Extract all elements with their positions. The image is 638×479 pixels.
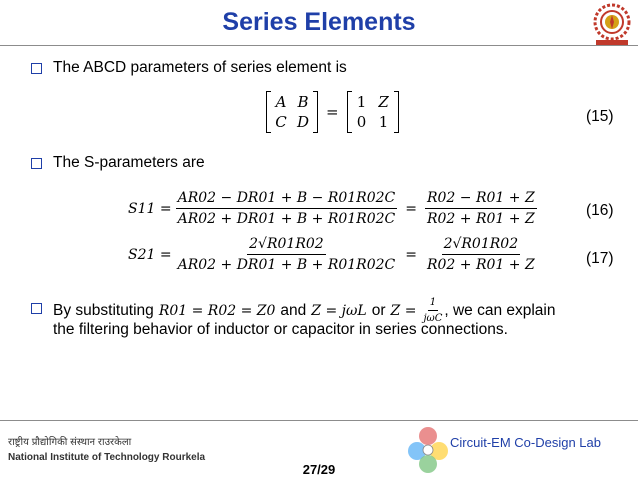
bullet-abcd-text: The ABCD parameters of series element is [53,59,347,76]
matrix-entry: C [275,113,287,131]
footer-divider [0,420,638,421]
equals-sign: = [405,246,417,263]
lab-name: Circuit-EM Co-Design Lab [450,435,601,450]
inline-fraction [421,297,444,324]
equals-sign: = [326,103,339,121]
s11-equation [128,190,537,227]
text-span: and [280,301,307,319]
page-title: Series Elements [222,8,416,36]
equation-number: (15) [586,108,614,125]
institute-name-hindi: राष्ट्रीय प्रौद्योगिकी संस्थान राउरकेला [8,437,132,448]
equation-number: (16) [586,202,614,219]
matrix-entry: A [275,93,287,111]
equation-number: (17) [586,250,614,267]
fraction-denominator: AR02 + DR01 + B + R01R02C [177,257,396,273]
fraction-denominator: AR02 + DR01 + B + R01R02C [177,211,396,227]
bullet-substitution-line-2: the filtering behavior of inductor or capacitor in series connections. [53,321,508,338]
matrix-entry: Z [378,93,389,111]
matrix-entry: 0 [356,113,367,131]
s21-label: S21 = [128,246,172,263]
fraction-denominator: jωC [423,313,443,324]
text-span: , we can explain [444,301,556,319]
abcd-matrix-equation [266,93,399,131]
fraction-numerator: 2√R01R02 [247,236,326,255]
equals-sign: = [405,200,417,217]
fraction-denominator: R02 + R01 + Z [426,211,535,227]
bullet-marker [31,63,42,74]
page-number: 27/29 [302,462,336,477]
matrix-entry: 1 [356,93,367,111]
bullet-substitution-line-1 [53,297,556,324]
matrix-entry: D [296,113,310,131]
text-span: By substituting [53,301,154,319]
s21-fraction-1 [176,236,398,273]
fraction-numerator: 2√R01R02 [442,236,521,255]
fraction-numerator: 1 [428,297,438,311]
fraction-numerator: R02 − R01 + Z [425,190,537,209]
title-divider [0,45,638,46]
math-inline: Z = [390,302,417,319]
matrix-entry: B [297,93,309,111]
s11-fraction-1 [176,190,398,227]
series-element-matrix [347,93,399,131]
bullet-marker [31,158,42,169]
matrix-entry: 1 [378,113,389,131]
math-inline: R01 = R02 = Z0 [158,302,276,319]
institute-name: National Institute of Technology Rourkela [8,452,206,463]
s21-fraction-2 [425,236,537,273]
s11-label: S11 = [128,200,172,217]
text-span: or [371,301,386,319]
bullet-sparams-text: The S-parameters are [53,154,205,171]
institute-logo-icon [590,2,634,48]
math-inline: Z = jωL [311,302,367,319]
fraction-numerator: AR02 − DR01 + B − R01R02C [176,190,398,209]
fraction-denominator: R02 + R01 + Z [426,257,535,273]
s21-equation [128,236,537,273]
s11-fraction-2 [425,190,537,227]
abcd-matrix [266,93,318,131]
bullet-marker [31,303,42,314]
